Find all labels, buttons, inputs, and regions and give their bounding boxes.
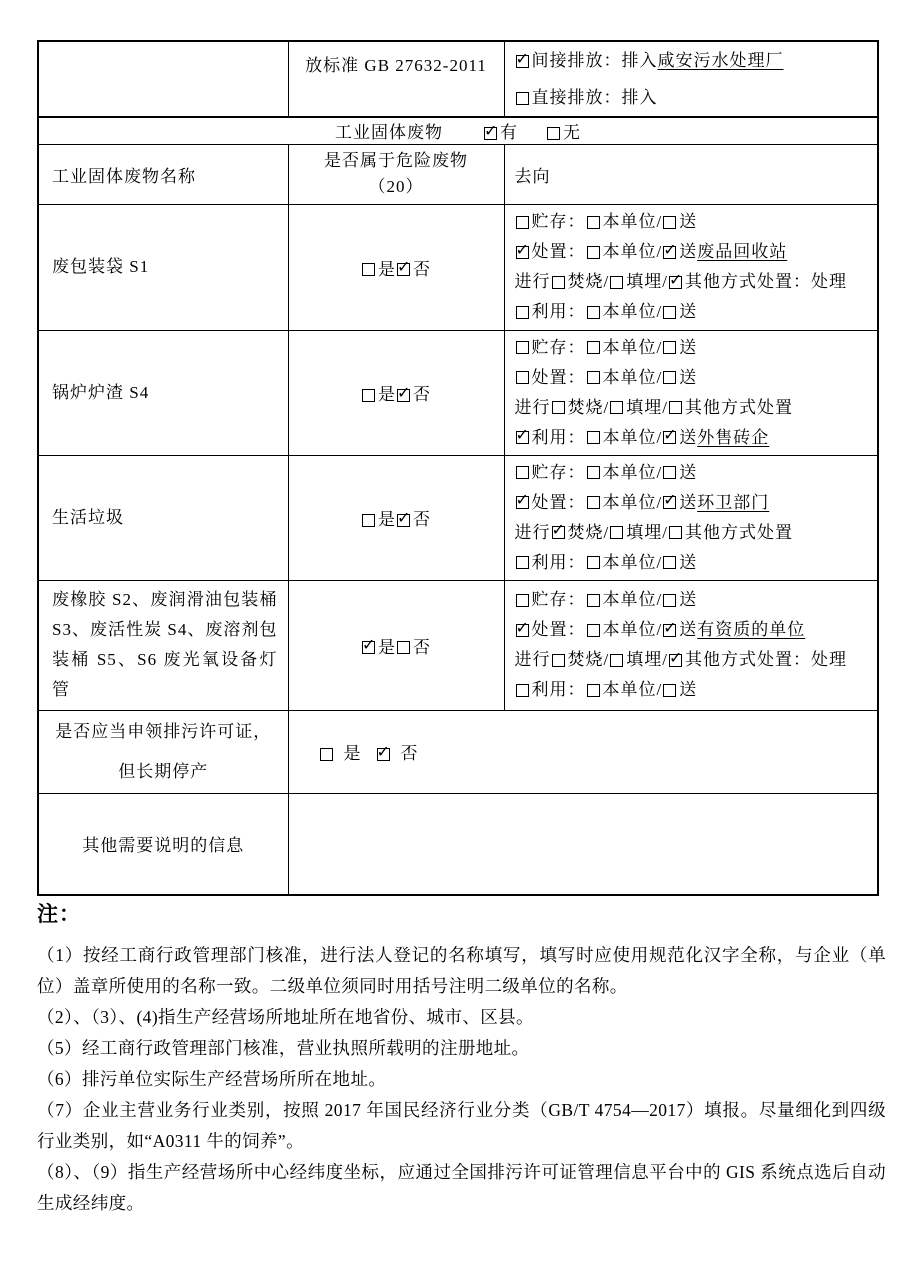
checkbox-unchecked-icon xyxy=(663,556,676,569)
checkbox-unchecked-icon xyxy=(587,624,600,637)
dest-line-method xyxy=(515,645,874,675)
text-segment: 送 xyxy=(679,680,698,699)
discharge-standard-cell: 放标准 GB 27632-2011 xyxy=(288,41,504,117)
text-segment: 无 xyxy=(563,123,581,143)
checkbox-unchecked-icon xyxy=(587,556,600,569)
filled-value: 外售砖企 xyxy=(697,427,770,447)
text-segment: 填埋/ xyxy=(626,650,668,669)
checkbox-unchecked-icon xyxy=(587,246,600,259)
checkbox-unchecked-icon xyxy=(587,594,600,607)
text-segment: 贮存： xyxy=(531,590,586,609)
text-segment: 填埋/ xyxy=(626,397,668,417)
dest-line-disposal xyxy=(515,488,874,518)
checkbox-unchecked-icon xyxy=(552,401,565,414)
checkbox-unchecked-icon xyxy=(516,556,529,569)
checkbox-unchecked-icon xyxy=(587,466,600,479)
table-header-row xyxy=(38,144,878,204)
text-segment: 贮存： xyxy=(531,462,586,482)
text-segment: 利用： xyxy=(531,427,586,447)
dest-line-utilization xyxy=(515,297,874,327)
text-segment: 送 xyxy=(679,552,698,572)
text-segment: 间接排放：排入 xyxy=(531,51,658,70)
discharge-destination-cell xyxy=(504,41,878,117)
checkbox-checked-icon xyxy=(516,55,529,68)
text-segment: 焚烧/ xyxy=(567,522,610,542)
text-segment: 送 xyxy=(679,242,698,261)
text-segment: 送 xyxy=(679,212,698,231)
text-segment: 送 xyxy=(679,492,698,512)
table-row-hazardous-wastes xyxy=(38,580,878,710)
dest-line-method xyxy=(515,518,874,548)
text-segment: 处置： xyxy=(531,620,586,639)
text-segment: 直接排放：排入 xyxy=(531,88,658,107)
dest-line-disposal xyxy=(515,363,874,393)
footnotes-section xyxy=(37,898,886,1219)
permit-question-line1: 是否应当申领排污许可证， xyxy=(55,721,272,741)
text-segment: 是 xyxy=(378,385,396,404)
footnote-6: （8）、（9）指生产经营场所中心经纬度坐标，应通过全国排污许可证管理信息平台中的 GIS 系统点选后自动生成经纬度。 xyxy=(37,1162,886,1213)
footnote-4: （6）排污单位实际生产经营场所所在地址。 xyxy=(37,1069,387,1089)
table-row-discharge-standard xyxy=(38,41,878,117)
text-segment: 本单位/ xyxy=(602,680,663,699)
checkbox-unchecked-icon xyxy=(610,526,623,539)
table-row-household-garbage xyxy=(38,455,878,580)
filled-value: 废品回收站 xyxy=(697,242,788,261)
checkbox-checked-icon xyxy=(397,514,410,527)
waste-name: 生活垃圾 xyxy=(38,455,288,580)
text-segment: 填埋/ xyxy=(626,522,668,542)
text-segment: 焚烧/ xyxy=(567,650,610,669)
checkbox-unchecked-icon xyxy=(663,306,676,319)
checkbox-checked-icon xyxy=(669,276,682,289)
checkbox-unchecked-icon xyxy=(552,276,565,289)
checkbox-checked-icon xyxy=(397,389,410,402)
dest-line-disposal xyxy=(515,237,874,267)
text-segment: 否 xyxy=(413,259,431,279)
checkbox-unchecked-icon xyxy=(610,401,623,414)
solid-waste-toggle-cell xyxy=(38,117,878,144)
checkbox-unchecked-icon xyxy=(669,401,682,414)
table-row-boiler-slag xyxy=(38,330,878,455)
direct-discharge-line xyxy=(515,79,874,116)
checkbox-unchecked-icon xyxy=(516,466,529,479)
checkbox-unchecked-icon xyxy=(516,684,529,697)
hazard-choice xyxy=(288,204,504,330)
filled-value: 咸安污水处理厂 xyxy=(657,51,784,70)
text-segment: 是 xyxy=(378,510,396,529)
text-segment: 焚烧/ xyxy=(567,397,610,417)
checkbox-checked-icon xyxy=(552,526,565,539)
text-segment: 本单位/ xyxy=(602,337,663,357)
dest-line-storage xyxy=(515,585,874,615)
text-segment: 填埋/ xyxy=(626,272,668,291)
checkbox-unchecked-icon xyxy=(587,431,600,444)
text-segment: 本单位/ xyxy=(602,492,663,512)
checkbox-unchecked-icon xyxy=(610,654,623,667)
dest-line-method xyxy=(515,393,874,423)
dest-line-disposal xyxy=(515,615,874,645)
footnote-1: （1）按经工商行政管理部门核准，进行法人登记的名称填写，填写时应使用规范化汉字全称，与企业（单位）盖章所使用的名称一致。二级单位须同时用括号注明二级单位的名称。 xyxy=(37,945,886,996)
checkbox-checked-icon xyxy=(663,624,676,637)
text-segment: 本单位/ xyxy=(602,367,663,387)
text-segment: 是 xyxy=(378,637,396,657)
text-segment: 利用： xyxy=(531,552,586,572)
table-row-solid-waste-toggle xyxy=(38,117,878,144)
checkbox-unchecked-icon xyxy=(587,684,600,697)
checkbox-unchecked-icon xyxy=(587,496,600,509)
table-row-waste-packaging-bags xyxy=(38,204,878,330)
checkbox-checked-icon xyxy=(362,641,375,654)
text-segment: 送 xyxy=(679,462,698,482)
text-segment: 处置： xyxy=(531,492,586,512)
checkbox-checked-icon xyxy=(516,496,529,509)
checkbox-checked-icon xyxy=(484,127,497,140)
text-segment: 本单位/ xyxy=(602,302,663,321)
text-segment: 本单位/ xyxy=(602,552,663,572)
dest-line-utilization xyxy=(515,548,874,578)
text-segment: 贮存： xyxy=(531,337,586,357)
text-segment: 送 xyxy=(679,590,698,609)
text-segment: 否 xyxy=(413,637,431,657)
text-segment: 本单位/ xyxy=(602,462,663,482)
checkbox-unchecked-icon xyxy=(516,594,529,607)
footnote-2: （2）、（3）、(4)指生产经营场所地址所在地省份、城市、区县。 xyxy=(37,1007,534,1027)
text-segment: 本单位/ xyxy=(602,590,663,609)
checkbox-unchecked-icon xyxy=(516,92,529,105)
text-segment: 是 xyxy=(378,259,396,279)
checkbox-checked-icon xyxy=(397,263,410,276)
checkbox-unchecked-icon xyxy=(397,641,410,654)
permit-question-cell xyxy=(38,710,288,793)
footnote-5: （7）企业主营业务行业类别，按照 2017 年国民经济行业分类（GB/T 4754—2017）填报。尽量细化到四级行业类别，如“A0311 牛的饲养”。 xyxy=(37,1100,886,1151)
waste-name: 锅炉炉渣 S4 xyxy=(38,330,288,455)
empty-cell xyxy=(38,41,288,117)
checkbox-unchecked-icon xyxy=(516,341,529,354)
text-segment: 其他方式处置 xyxy=(684,522,793,542)
other-info-value-cell xyxy=(288,793,878,895)
dest-line-method xyxy=(515,267,874,297)
table-row-other-info xyxy=(38,793,878,895)
checkbox-unchecked-icon xyxy=(552,654,565,667)
checkbox-checked-icon xyxy=(516,624,529,637)
checkbox-unchecked-icon xyxy=(663,341,676,354)
checkbox-checked-icon xyxy=(377,748,390,761)
destination-cell xyxy=(504,330,878,455)
indirect-discharge-line xyxy=(515,42,874,79)
destination-cell xyxy=(504,204,878,330)
text-segment: 本单位/ xyxy=(602,242,663,261)
checkbox-unchecked-icon xyxy=(663,216,676,229)
text-segment: 工业固体废物 xyxy=(335,123,443,143)
text-segment: 进行 xyxy=(514,522,551,542)
dest-line-storage xyxy=(515,333,874,363)
checkbox-unchecked-icon xyxy=(663,466,676,479)
header-hazardous-line1: 是否属于危险废物 xyxy=(324,151,468,170)
text-segment: 是 xyxy=(343,744,362,763)
text-segment: 处置： xyxy=(531,367,586,387)
dest-line-utilization xyxy=(515,675,874,705)
checkbox-unchecked-icon xyxy=(587,216,600,229)
text-segment: 其他方式处置 xyxy=(684,397,793,417)
hazard-choice xyxy=(288,330,504,455)
checkbox-unchecked-icon xyxy=(362,389,375,402)
checkbox-checked-icon xyxy=(663,496,676,509)
text-segment: 焚烧/ xyxy=(567,272,610,291)
checkbox-unchecked-icon xyxy=(587,341,600,354)
permit-answer-cell xyxy=(288,710,878,793)
checkbox-checked-icon xyxy=(663,431,676,444)
header-waste-name: 工业固体废物名称 xyxy=(38,144,288,204)
text-segment: 处置： xyxy=(531,242,586,261)
text-segment: 其他方式处置：处理 xyxy=(684,272,847,291)
text-segment: 其他方式处置：处理 xyxy=(684,650,847,669)
text-segment: 否 xyxy=(400,744,419,763)
waste-name: 废橡胶 S2、废润滑油包装桶 S3、废活性炭 S4、废溶剂包装桶 S5、S6 废光氧设备灯管 xyxy=(38,580,288,710)
permit-question-line2: 但长期停产 xyxy=(118,761,209,781)
registration-form-table xyxy=(37,40,879,896)
hazard-choice xyxy=(288,455,504,580)
text-segment: 进行 xyxy=(514,397,551,417)
footnotes-title: 注： xyxy=(37,902,81,926)
text-segment: 否 xyxy=(413,385,431,404)
checkbox-unchecked-icon xyxy=(362,263,375,276)
checkbox-unchecked-icon xyxy=(320,748,333,761)
text-segment: 有 xyxy=(500,123,518,143)
header-hazardous xyxy=(288,144,504,204)
header-hazardous-line2: （20） xyxy=(368,177,424,196)
checkbox-checked-icon xyxy=(516,246,529,259)
checkbox-unchecked-icon xyxy=(663,371,676,384)
checkbox-unchecked-icon xyxy=(669,526,682,539)
checkbox-unchecked-icon xyxy=(516,306,529,319)
destination-cell xyxy=(504,455,878,580)
checkbox-unchecked-icon xyxy=(663,684,676,697)
text-segment: 送 xyxy=(679,367,698,387)
text-segment: 送 xyxy=(679,620,698,639)
header-destination: 去向 xyxy=(504,144,878,204)
text-segment: 本单位/ xyxy=(602,427,663,447)
text-segment: 贮存： xyxy=(531,212,586,231)
checkbox-unchecked-icon xyxy=(547,127,560,140)
text-segment: 本单位/ xyxy=(602,620,663,639)
checkbox-unchecked-icon xyxy=(362,514,375,527)
checkbox-unchecked-icon xyxy=(587,306,600,319)
checkbox-unchecked-icon xyxy=(610,276,623,289)
checkbox-unchecked-icon xyxy=(516,216,529,229)
text-segment: 否 xyxy=(413,510,431,529)
text-segment: 利用： xyxy=(531,680,586,699)
text-segment: 进行 xyxy=(514,272,551,291)
filled-value: 环卫部门 xyxy=(697,492,770,512)
text-segment: 进行 xyxy=(514,650,551,669)
footnote-3: （5）经工商行政管理部门核准，营业执照所载明的注册地址。 xyxy=(37,1038,530,1058)
checkbox-unchecked-icon xyxy=(516,371,529,384)
text-segment: 本单位/ xyxy=(602,212,663,231)
hazard-choice xyxy=(288,580,504,710)
destination-cell xyxy=(504,580,878,710)
text-segment: 送 xyxy=(679,302,698,321)
checkbox-checked-icon xyxy=(516,431,529,444)
filled-value: 有资质的单位 xyxy=(697,620,806,639)
text-segment: 送 xyxy=(679,427,698,447)
text-segment: 送 xyxy=(679,337,698,357)
checkbox-unchecked-icon xyxy=(663,594,676,607)
text-segment: 利用： xyxy=(531,302,586,321)
dest-line-storage xyxy=(515,207,874,237)
other-info-label: 其他需要说明的信息 xyxy=(38,793,288,895)
checkbox-checked-icon xyxy=(663,246,676,259)
waste-name: 废包装袋 S1 xyxy=(38,204,288,330)
dest-line-utilization xyxy=(515,423,874,453)
checkbox-unchecked-icon xyxy=(587,371,600,384)
checkbox-checked-icon xyxy=(669,654,682,667)
dest-line-storage xyxy=(515,458,874,488)
table-row-permit xyxy=(38,710,878,793)
